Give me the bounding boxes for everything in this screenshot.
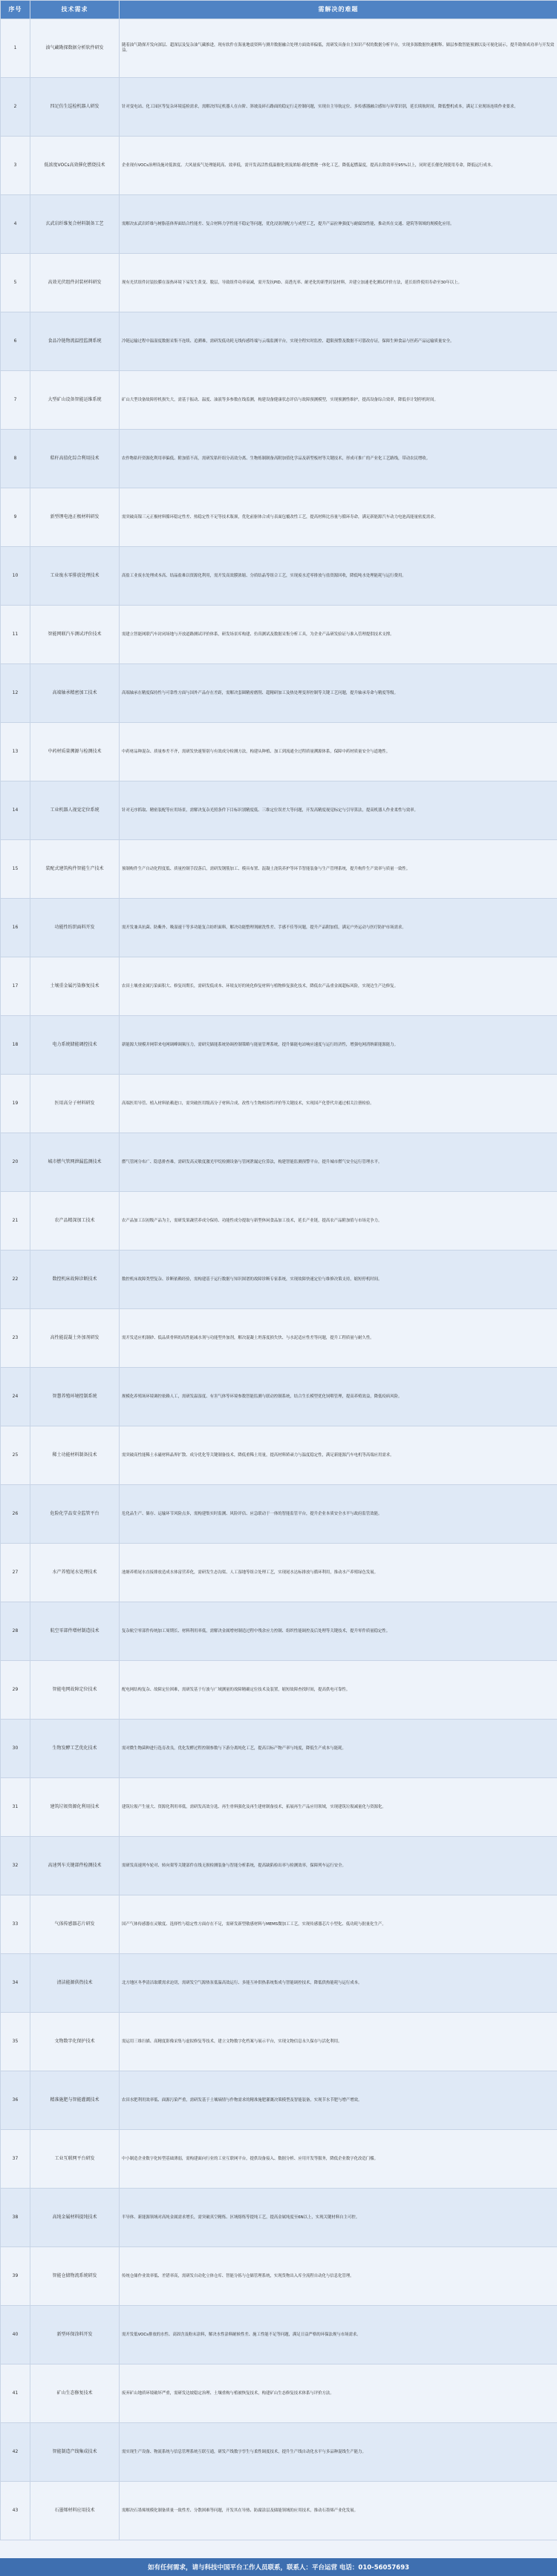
table-row <box>1 195 557 254</box>
row-requirement: 预制构件生产自动化程度低、质量控制手段落后，需研发钢筋加工、模具布置、混凝土浇筑养护等环节智能装备与生产管理系统，提升构件生产效率与质量一致性。 <box>120 840 557 899</box>
row-requirement: 需对微生物菌种进行选育改良，优化发酵过程控制参数与下游分离纯化工艺，提高目标产物产率与纯度，降低生产成本与能耗。 <box>120 1720 557 1778</box>
table-row <box>1 606 557 664</box>
row-tech: 功能性纺织面料开发 <box>30 899 120 957</box>
row-tech: 四足仿生巡检机器人研发 <box>30 78 120 137</box>
row-tech: 高速列车关键部件检测技术 <box>30 1837 120 1895</box>
header-req: 需解决的难题 <box>120 1 557 19</box>
row-tech: 低浓度VOCs高效催化燃烧技术 <box>30 137 120 195</box>
row-requirement: 高端医用导管、植入材料依赖进口，需突破医用级高分子材料合成、改性与生物相容性评价等关键技术，实现国产化替代并通过相关注册检验。 <box>120 1075 557 1133</box>
row-seq: 6 <box>1 312 30 371</box>
table-row <box>1 2130 557 2189</box>
table-row <box>1 2423 557 2482</box>
table-row <box>1 430 557 488</box>
row-seq: 26 <box>1 1485 30 1544</box>
row-tech: 大型矿山设备智能运维系统 <box>30 371 120 430</box>
table-row <box>1 2306 557 2364</box>
row-requirement: 针对无序抓取、精密装配等应用场景，需解决复杂光照条件下目标识别精度低、三维定位误差大等问题，开发高精度视觉标定与引导算法，提高机器人作业柔性与效率。 <box>120 781 557 840</box>
row-tech: 电力系统储能调控技术 <box>30 1016 120 1075</box>
table-row <box>1 2189 557 2247</box>
table-row <box>1 547 557 606</box>
table-row <box>1 664 557 723</box>
table-row <box>1 137 557 195</box>
row-tech: 生物发酵工艺优化技术 <box>30 1720 120 1778</box>
row-seq: 5 <box>1 254 30 312</box>
row-requirement: 农田水肥利用效率低、面源污染严重，需研发基于土壤墒情与作物需求的精准施肥灌溉决策模型及智能装备，实现节水节肥与增产增效。 <box>120 2071 557 2130</box>
row-requirement: 国产气体传感器在灵敏度、选择性与稳定性方面存在不足，需研发新型敏感材料与MEMS微加工工艺，实现传感器芯片小型化、低功耗与批量化生产。 <box>120 1895 557 1954</box>
row-requirement: 需解决玄武岩纤维与树脂基体界面结合性能差、复合材料力学性能不稳定等问题，优化浸润剂配方与成型工艺，提升产品拉伸强度与耐腐蚀性能，推动其在交通、建筑等领域的规模化应用。 <box>120 195 557 254</box>
row-tech: 玄武岩纤维复合材料制备工艺 <box>30 195 120 254</box>
row-tech: 智慧养殖环境控制系统 <box>30 1368 120 1426</box>
table-row <box>1 1895 557 1954</box>
row-seq: 9 <box>1 488 30 547</box>
row-seq: 16 <box>1 899 30 957</box>
row-seq: 34 <box>1 1954 30 2013</box>
row-tech: 危险化学品安全监管平台 <box>30 1485 120 1544</box>
row-seq: 41 <box>1 2364 30 2423</box>
table-row <box>1 371 557 430</box>
table-row <box>1 1485 557 1544</box>
row-seq: 14 <box>1 781 30 840</box>
table-row <box>1 2247 557 2306</box>
row-tech: 稀土功能材料制备技术 <box>30 1426 120 1485</box>
row-requirement: 农产品加工以初级产品为主，需研发果蔬营养成分保持、功能性成分提取与新型休闲食品加工技术，延长产业链，提高农产品附加值与市场竞争力。 <box>120 1192 557 1251</box>
row-requirement: 随着油气勘探开发向深层、超深层及复杂油气藏推进，现有软件在海量地震资料与测井数据融合处理方面效率偏低，需研发具备自主知识产权的数据分析平台，实现多源数据快速解释、储层参数智能预测以及可视化展示，提升勘探成功率与开发效益。 <box>120 19 557 78</box>
table-row <box>1 1602 557 1661</box>
row-tech: 气体传感器芯片研发 <box>30 1895 120 1954</box>
row-tech: 油气藏勘探数据分析软件研发 <box>30 19 120 78</box>
row-requirement: 中药材品种混杂、质量参差不齐，需研发快速鉴别与有效成分检测方法，构建从种植、加工到流通全过程质量溯源体系，保障中药材质量安全与道地性。 <box>120 723 557 781</box>
row-requirement: 建筑垃圾产生量大、资源化利用率低，需研发高效分选、再生骨料强化及再生建材制备技术，拓展再生产品应用领域，实现建筑垃圾减量化与资源化。 <box>120 1778 557 1837</box>
table-row <box>1 1309 557 1368</box>
row-seq: 22 <box>1 1251 30 1309</box>
table-header <box>1 1 557 19</box>
table-row <box>1 1720 557 1778</box>
table-row <box>1 1251 557 1309</box>
row-seq: 12 <box>1 664 30 723</box>
row-seq: 27 <box>1 1544 30 1602</box>
row-seq: 11 <box>1 606 30 664</box>
row-requirement: 池塘养殖尾水直接排放造成水体富营养化，需研发生态沟渠、人工湿地等组合处理工艺，实现尾水达标排放与循环利用，推动水产养殖绿色发展。 <box>120 1544 557 1602</box>
table-row <box>1 1426 557 1485</box>
row-seq: 2 <box>1 78 30 137</box>
row-requirement: 北方地区冬季清洁取暖需求迫切，需研发空气源热泵低温高效运行、多能互补供热系统集成与智能调控技术，降低供热能耗与运行成本。 <box>120 1954 557 2013</box>
row-tech: 高效光伏组件封装材料研发 <box>30 254 120 312</box>
table-row <box>1 840 557 899</box>
row-tech: 智能电网故障定位技术 <box>30 1661 120 1720</box>
row-requirement: 企业现有VOCs治理设施对低浓度、大风量废气处理能耗高、效率低，需开发高活性低温催化剂及浓缩-催化燃烧一体化工艺，降低起燃温度，提高去除效率至95%以上，同时延长催化剂使用寿命，降低运行成本。 <box>120 137 557 195</box>
row-requirement: 危化品生产、储存、运输环节风险点多，需构建集实时监测、风险评估、应急联动于一体的智能监管平台，提升企业本质安全水平与政府监管效能。 <box>120 1485 557 1544</box>
row-tech: 工业废水零排放处理技术 <box>30 547 120 606</box>
row-tech: 工业机器人视觉定位系统 <box>30 781 120 840</box>
row-requirement: 需开发兼具抗菌、防紫外、吸湿速干等多功能复合纺织面料，解决功能整理剂耐洗性差、手感不佳等问题，提升产品附加值，满足户外运动与医疗防护市场需求。 <box>120 899 557 957</box>
table-row <box>1 1661 557 1720</box>
row-requirement: 需解决石墨烯规模化制备质量一致性差、分散困难等问题，开发其在导热、防腐涂层及储能领域的应用技术，推动石墨烯产业化发展。 <box>120 2482 557 2540</box>
row-requirement: 高盐工业废水处理成本高、结晶盐难以资源化利用，需开发高效膜浓缩、分质结晶等组合工艺，实现废水近零排放与盐资源回收，降低吨水处理能耗与运行费用。 <box>120 547 557 606</box>
row-seq: 37 <box>1 2130 30 2189</box>
table-row <box>1 957 557 1016</box>
row-tech: 水产养殖尾水处理技术 <box>30 1544 120 1602</box>
table-row <box>1 2013 557 2071</box>
row-requirement: 燃气管网分布广、隐患排查难，需研发高灵敏度激光甲烷检测设备与管网泄漏定位算法，构建智能监测预警平台，提升城市燃气安全运行管理水平。 <box>120 1133 557 1192</box>
row-tech: 工业互联网平台研发 <box>30 2130 120 2189</box>
row-seq: 18 <box>1 1016 30 1075</box>
table-row <box>1 78 557 137</box>
row-requirement: 矿山大型设备故障停机损失大，需基于振动、温度、油液等多参数在线监测，构建设备健康状态评估与故障预测模型，实现预测性维护，提高设备综合效率，降低非计划停机时间。 <box>120 371 557 430</box>
row-tech: 高性能混凝土外加剂研发 <box>30 1309 120 1368</box>
table-row <box>1 1368 557 1426</box>
row-requirement: 中小制造企业数字化转型基础薄弱，需构建面向行业的工业互联网平台，提供设备接入、数据分析、应用开发等服务，降低企业数字化改造门槛。 <box>120 2130 557 2189</box>
table-row <box>1 1133 557 1192</box>
row-requirement: 需运用三维扫描、高精度影像采集与虚拟修复等技术，建立文物数字化档案与展示平台，实现文物信息永久保存与活化利用。 <box>120 2013 557 2071</box>
row-seq: 38 <box>1 2189 30 2247</box>
row-requirement: 需开发适应机制砂、低品质骨料的高性能减水剂与功能型外加剂，解决混凝土坍落度损失快、与水泥适应性差等问题，提升工程质量与耐久性。 <box>120 1309 557 1368</box>
row-requirement: 数控机床故障类型复杂、诊断依赖经验，需构建基于运行数据与知识图谱的故障诊断专家系统，实现故障快速定位与维修决策支持，缩短停机时间。 <box>120 1251 557 1309</box>
row-seq: 43 <box>1 2482 30 2540</box>
row-tech: 文物数字化保护技术 <box>30 2013 120 2071</box>
row-seq: 23 <box>1 1309 30 1368</box>
row-seq: 40 <box>1 2306 30 2364</box>
row-requirement: 需突破高性能稀土永磁材料晶界扩散、成分优化等关键制备技术，降低重稀土用量，提高材料矫顽力与温度稳定性，满足新能源汽车电机等高端应用需求。 <box>120 1426 557 1485</box>
row-tech: 智能制造产线集成技术 <box>30 2423 120 2482</box>
row-requirement: 废弃矿山地质环境破坏严重，需研发边坡稳定治理、土壤重构与植被恢复技术，构建矿山生态修复技术体系与评价方法。 <box>120 2364 557 2423</box>
table-row <box>1 2071 557 2130</box>
row-requirement: 复杂航空零部件传统加工周期长、材料利用率低，需解决金属增材制造过程中残余应力控制、组织性能调控及后处理等关键技术，提升零件质量稳定性。 <box>120 1602 557 1661</box>
table-row <box>1 1954 557 2013</box>
row-requirement: 冷链运输过程中温湿度数据采集不连续、追溯难，需研发低功耗无线传感终端与云端监测平台，实现全程实时监控、超限预警及数据不可篡改存证，保障生鲜食品与医药产品运输质量安全。 <box>120 312 557 371</box>
row-seq: 28 <box>1 1602 30 1661</box>
row-seq: 3 <box>1 137 30 195</box>
row-seq: 42 <box>1 2423 30 2482</box>
table-row <box>1 254 557 312</box>
row-requirement: 需研发高速列车轮对、转向架等关键部件在线无损检测装备与智能分析系统，提高缺陷检出率与检测效率，保障列车运行安全。 <box>120 1837 557 1895</box>
row-seq: 36 <box>1 2071 30 2130</box>
table-row <box>1 723 557 781</box>
table-row <box>1 19 557 78</box>
row-tech: 数控机床故障诊断技术 <box>30 1251 120 1309</box>
row-seq: 24 <box>1 1368 30 1426</box>
row-seq: 32 <box>1 1837 30 1895</box>
row-seq: 13 <box>1 723 30 781</box>
table-row <box>1 1192 557 1251</box>
row-tech: 秸秆高值化综合利用技术 <box>30 430 120 488</box>
row-tech: 城市燃气管网泄漏监测技术 <box>30 1133 120 1192</box>
row-tech: 精准施肥与智能灌溉技术 <box>30 2071 120 2130</box>
row-tech: 清洁能源供热技术 <box>30 1954 120 2013</box>
row-seq: 1 <box>1 19 30 78</box>
row-tech: 建筑垃圾资源化利用技术 <box>30 1778 120 1837</box>
row-seq: 19 <box>1 1075 30 1133</box>
table-row <box>1 899 557 957</box>
row-requirement: 传统仓储作业效率低、差错率高，需研发自动化立体仓库、智能分拣与仓储管理系统，实现货物出入库全流程自动化与信息化管理。 <box>120 2247 557 2306</box>
row-tech: 食品冷链物流温控监测系统 <box>30 312 120 371</box>
row-seq: 33 <box>1 1895 30 1954</box>
row-seq: 31 <box>1 1778 30 1837</box>
row-seq: 35 <box>1 2013 30 2071</box>
row-tech: 高端轴承精密加工技术 <box>30 664 120 723</box>
header-tech: 技术需求 <box>30 1 120 19</box>
row-tech: 新型锂电池正极材料研发 <box>30 488 120 547</box>
row-requirement: 新能源大规模并网带来电网调峰调频压力，需研究储能系统协调控制策略与能量管理系统，提升储能电站响应速度与运行经济性，增强电网消纳新能源能力。 <box>120 1016 557 1075</box>
row-seq: 17 <box>1 957 30 1016</box>
row-requirement: 高端轴承在精度保持性与可靠性方面与国外产品存在差距，需解决套圈精密磨削、超精研加工及热处理变形控制等关键工艺问题，提升轴承寿命与精度等级。 <box>120 664 557 723</box>
row-requirement: 需实现生产设备、物流系统与信息管理系统互联互通，研发产线数字孪生与柔性调度技术，提升生产线自动化水平与多品种混线生产能力。 <box>120 2423 557 2482</box>
row-requirement: 半导体、新能源领域对高纯金属需求增长，需突破真空精炼、区域熔炼等提纯工艺，提高金属纯度至6N以上，实现关键材料自主可控。 <box>120 2189 557 2247</box>
row-seq: 8 <box>1 430 30 488</box>
row-tech: 装配式建筑构件智能生产技术 <box>30 840 120 899</box>
table-row <box>1 781 557 840</box>
row-requirement: 规模化养殖场环境调控依赖人工，需研发温湿度、有害气体等环境参数智能监测与联动控制系统，结合生长模型优化饲喂管理，提高养殖效益，降低疫病风险。 <box>120 1368 557 1426</box>
row-seq: 30 <box>1 1720 30 1778</box>
row-seq: 4 <box>1 195 30 254</box>
row-tech: 石墨烯材料应用技术 <box>30 2482 120 2540</box>
row-tech: 智能网联汽车测试评价技术 <box>30 606 120 664</box>
row-tech: 矿山生态修复技术 <box>30 2364 120 2423</box>
row-requirement: 农田土壤重金属污染面积大、修复周期长，需研发低成本、环境友好的钝化修复材料与植物修复强化技术，降低农产品重金属超标风险，实现边生产边修复。 <box>120 957 557 1016</box>
table-row <box>1 312 557 371</box>
row-seq: 29 <box>1 1661 30 1720</box>
header-seq: 序号 <box>1 1 30 19</box>
table-row <box>1 1778 557 1837</box>
footer-contact-bar: 如有任何需求，请与科技中国平台工作人员联系，联系人：平台运营 电话：010-56057693 <box>0 2558 557 2576</box>
table-row <box>1 1544 557 1602</box>
row-tech: 智能仓储物流系统研发 <box>30 2247 120 2306</box>
row-requirement: 需开发低VOCs排放的水性、高固含及粉末涂料，解决水性涂料耐候性差、施工性能不足等问题，满足日益严格的环保法规与市场需求。 <box>120 2306 557 2364</box>
table-body <box>1 19 557 2540</box>
table-row <box>1 2482 557 2540</box>
table-row <box>1 1016 557 1075</box>
row-tech: 农产品精深加工技术 <box>30 1192 120 1251</box>
row-requirement: 针对变电站、化工园区等复杂环境巡检需求，需解决四足机器人在台阶、斜坡及碎石路面的稳定行走控制问题，实现自主导航定位、多传感器融合感知与异常识别，延长续航时间，降低整机成本，满足工业现场连续作业要求。 <box>120 78 557 137</box>
row-tech: 医用高分子材料研发 <box>30 1075 120 1133</box>
row-tech: 新型环保涂料开发 <box>30 2306 120 2364</box>
row-seq: 7 <box>1 371 30 430</box>
table-row <box>1 1837 557 1895</box>
row-tech: 高纯金属材料提纯技术 <box>30 2189 120 2247</box>
row-requirement: 现有光伏组件封装胶膜在湿热环境下易发生黄变、脱层，导致组件功率衰减，需开发抗PID、高透光率、耐老化的新型封装材料，并建立加速老化测试评价方法，延长组件使用寿命至30年以上。 <box>120 254 557 312</box>
table-row <box>1 1075 557 1133</box>
row-seq: 20 <box>1 1133 30 1192</box>
row-requirement: 配电网结构复杂、故障定位困难，需研发基于行波与广域测量的故障精确定位技术及装置，缩短故障查找时间，提高供电可靠性。 <box>120 1661 557 1720</box>
row-seq: 21 <box>1 1192 30 1251</box>
row-seq: 10 <box>1 547 30 606</box>
row-requirement: 农作物秸秆资源化利用率偏低、附加值不高，需研发秸秆组分高效分离、生物炼制制备高附加值化学品及新型板材等关键技术，形成可推广的产业化工艺路线，带动农民增收。 <box>120 430 557 488</box>
table-row <box>1 488 557 547</box>
row-tech: 土壤重金属污染修复技术 <box>30 957 120 1016</box>
row-seq: 39 <box>1 2247 30 2306</box>
row-requirement: 需建立智能网联汽车封闭场地与开放道路测试评价体系，研发场景库构建、仿真测试及数据采集分析工具，为企业产品研发验证与准入管理提供技术支撑。 <box>120 606 557 664</box>
row-seq: 25 <box>1 1426 30 1485</box>
row-requirement: 需突破高镍三元正极材料循环稳定性差、热稳定性不足等技术瓶颈，优化前驱体合成与表面包覆改性工艺，提高材料比容量与循环寿命，满足新能源汽车动力电池高能量密度需求。 <box>120 488 557 547</box>
row-tech: 航空零部件增材制造技术 <box>30 1602 120 1661</box>
row-seq: 15 <box>1 840 30 899</box>
row-tech: 中药材质量溯源与检测技术 <box>30 723 120 781</box>
table-row <box>1 2364 557 2423</box>
